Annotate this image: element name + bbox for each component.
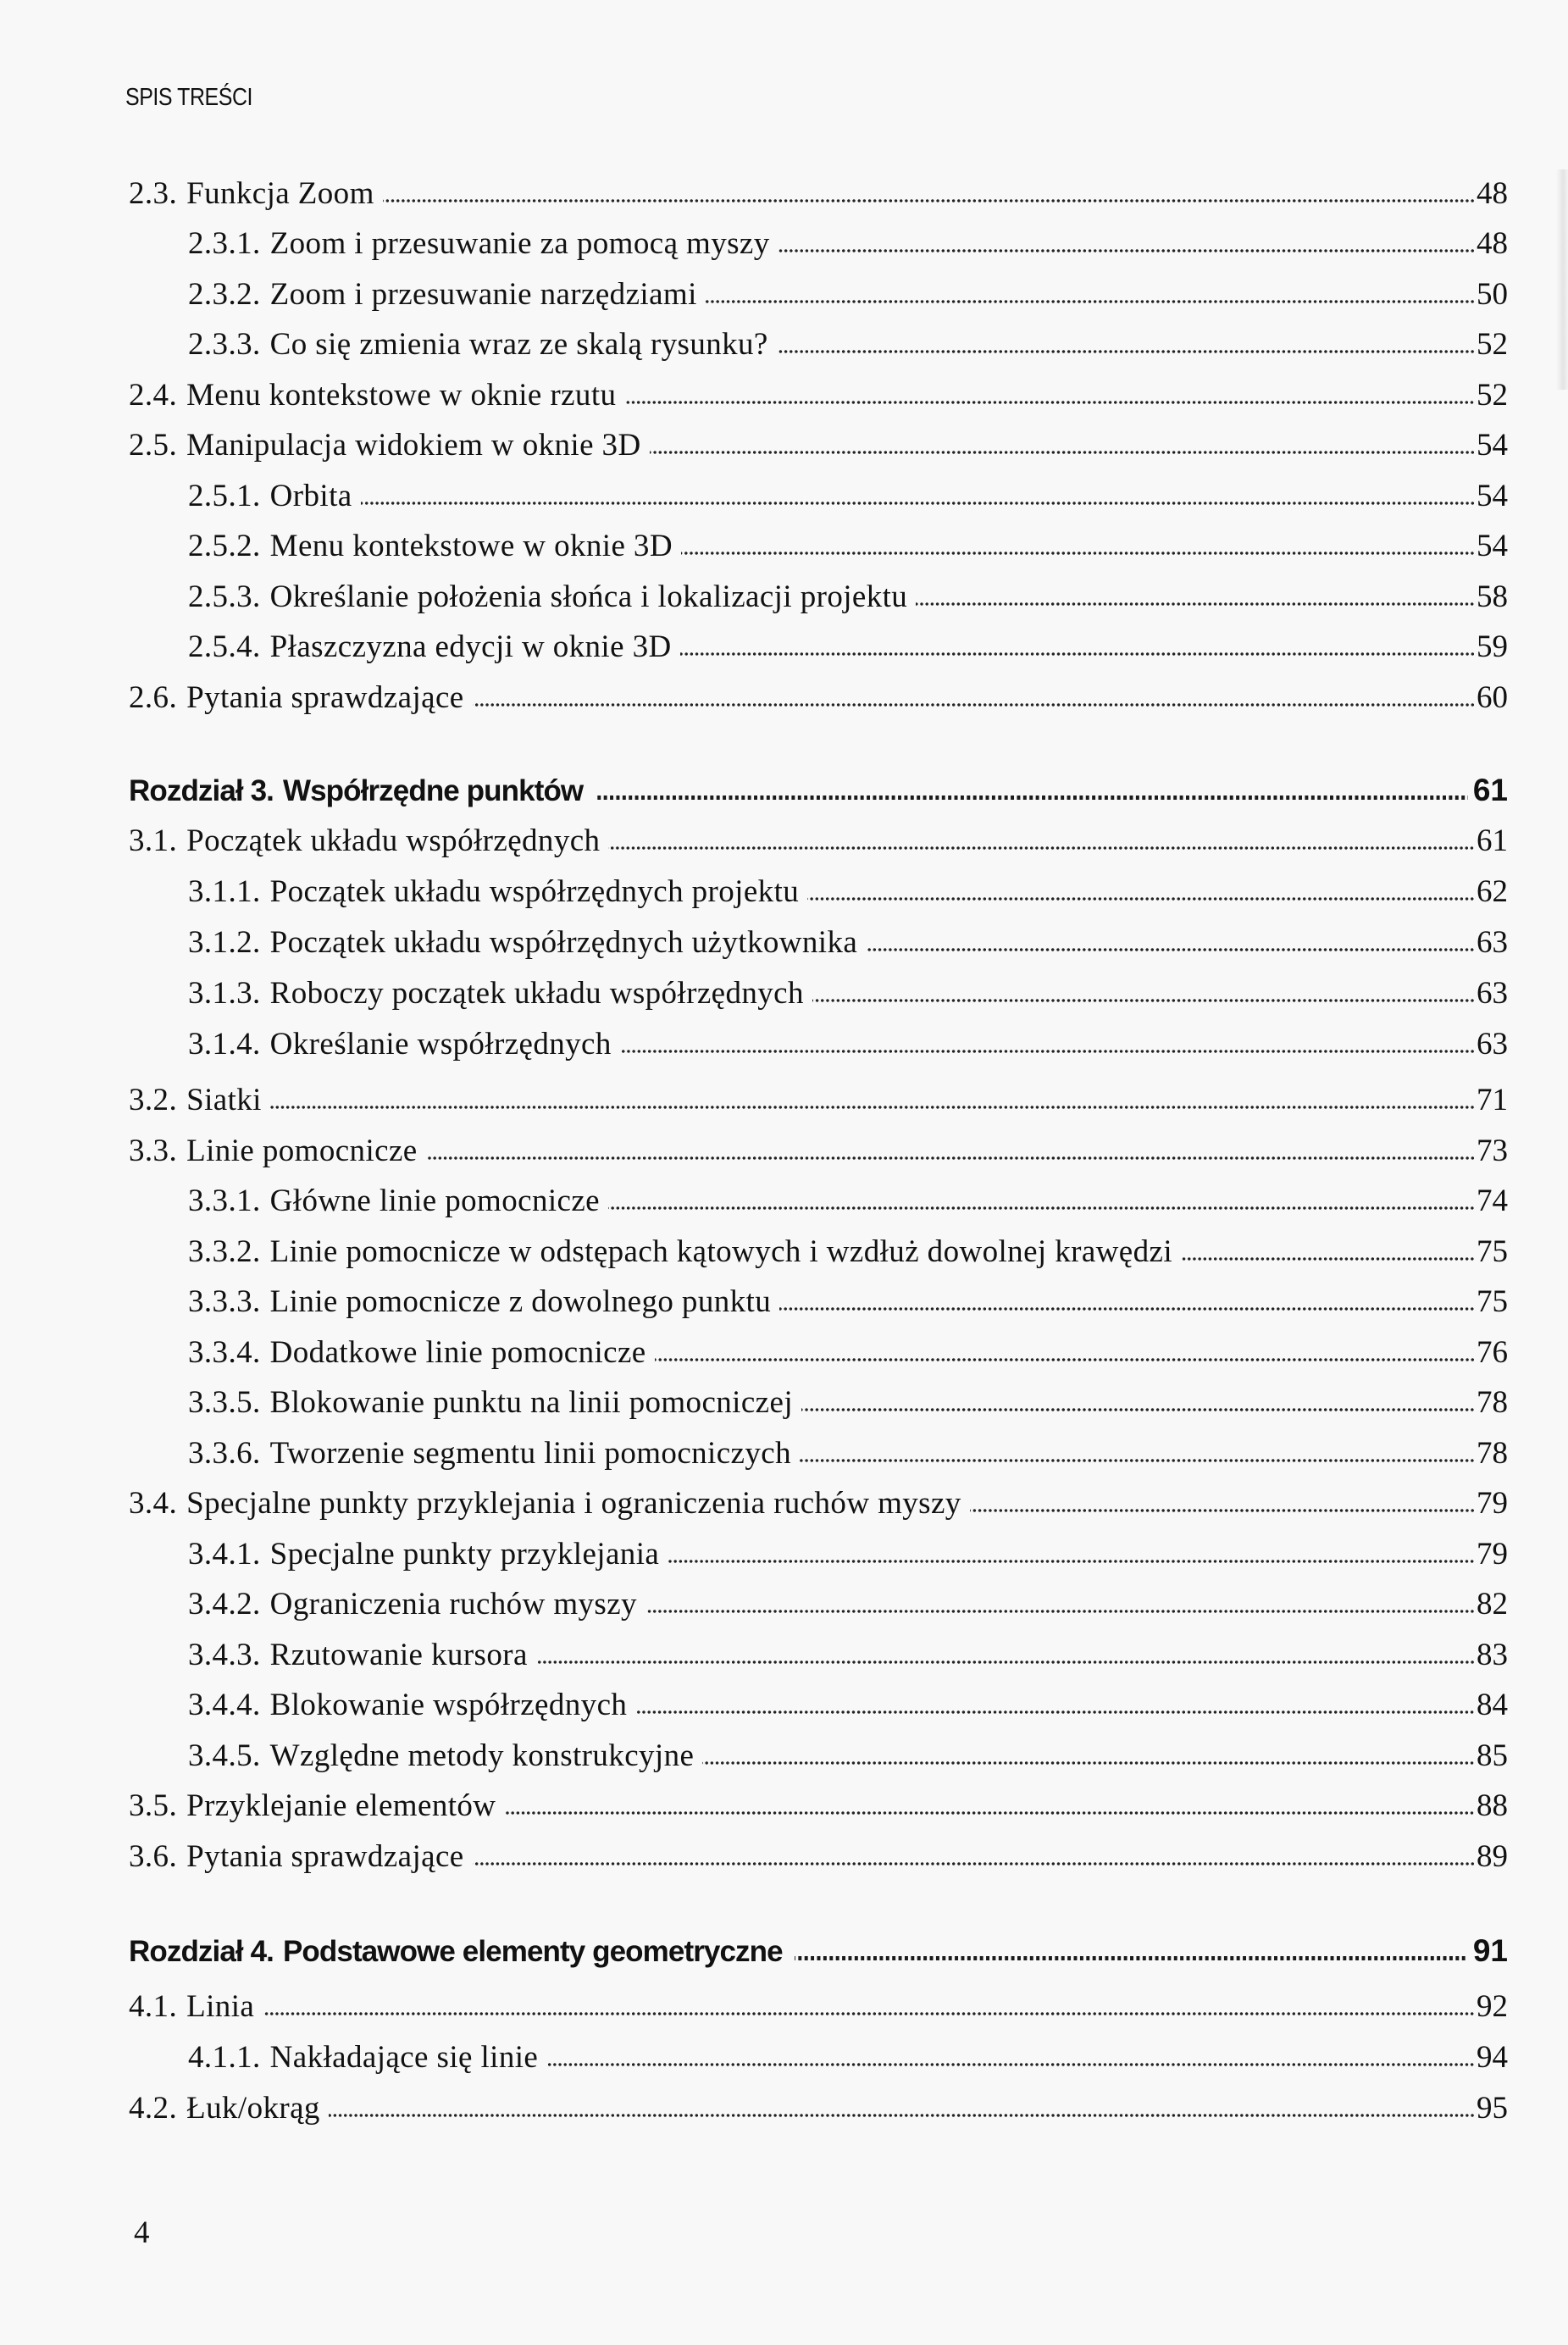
entry-title: Początek układu współrzędnych użytkownika xyxy=(269,925,858,960)
entry-number: 3.3.3. xyxy=(188,1284,261,1319)
entry-title: Linie pomocnicze z dowolnego punktu xyxy=(269,1284,772,1319)
entry-number: 3.3.2. xyxy=(188,1234,261,1269)
entry-title: Blokowanie punktu na linii pomocniczej xyxy=(269,1385,794,1420)
entry-page-number: 54 xyxy=(1477,479,1508,513)
entry-number: 4.1.1. xyxy=(188,2040,261,2075)
entry-title: Tworzenie segmentu linii pomocniczych xyxy=(269,1436,791,1471)
toc-entry[interactable] xyxy=(129,1131,1508,1172)
toc-chapter-heading[interactable] xyxy=(129,770,1508,811)
toc-entry[interactable] xyxy=(188,324,1508,365)
toc-entry[interactable] xyxy=(129,678,1508,718)
entry-title: Rzutowanie kursora xyxy=(269,1638,528,1672)
entry-page-number: 63 xyxy=(1477,976,1508,1011)
entry-page-number: 85 xyxy=(1477,1738,1508,1773)
entry-number: 3.4.1. xyxy=(188,1537,261,1572)
entry-page-number: 63 xyxy=(1477,925,1508,960)
entry-number: 2.6. xyxy=(129,680,178,715)
toc-entry[interactable] xyxy=(129,1483,1508,1524)
toc-entry[interactable] xyxy=(129,174,1508,214)
toc-entry[interactable] xyxy=(129,1786,1508,1827)
dot-leader xyxy=(383,199,1475,202)
entry-title: Początek układu współrzędnych projektu xyxy=(269,874,800,909)
entry-title: Określanie współrzędnych xyxy=(269,1027,612,1062)
dot-leader xyxy=(1181,1257,1475,1261)
entry-number: 3.3.5. xyxy=(188,1385,261,1420)
dot-leader xyxy=(812,999,1475,1002)
entry-page-number: 73 xyxy=(1477,1134,1508,1168)
entry-number: 3.1.1. xyxy=(188,874,261,909)
entry-number: 2.5.2. xyxy=(188,529,261,563)
entry-page-number: 83 xyxy=(1477,1638,1508,1672)
dot-leader xyxy=(706,300,1475,303)
entry-page-number: 52 xyxy=(1477,378,1508,413)
toc-entry[interactable] xyxy=(129,1080,1508,1121)
entry-page-number: 91 xyxy=(1472,1933,1508,1968)
entry-page-number: 58 xyxy=(1477,579,1508,614)
toc-chapter-heading[interactable] xyxy=(129,1931,1508,1971)
entry-title: Menu kontekstowe w oknie 3D xyxy=(269,529,673,563)
entry-page-number: 48 xyxy=(1477,226,1508,261)
entry-title: Łuk/okrąg xyxy=(186,2091,320,2126)
entry-page-number: 71 xyxy=(1477,1083,1508,1117)
entry-number: 3.4.2. xyxy=(188,1587,261,1622)
toc-entry[interactable] xyxy=(188,1024,1508,1065)
entry-number: Rozdział 3. xyxy=(129,774,274,807)
toc-entry[interactable] xyxy=(188,973,1508,1014)
dot-leader xyxy=(536,1660,1475,1664)
dot-leader xyxy=(702,1761,1475,1765)
dot-leader xyxy=(426,1156,1475,1160)
dot-leader xyxy=(608,846,1475,850)
toc-entry[interactable] xyxy=(188,526,1508,567)
entry-title: Blokowanie współrzędnych xyxy=(269,1688,628,1722)
entry-page-number: 94 xyxy=(1477,2040,1508,2075)
entry-title: Manipulacja widokiem w oknie 3D xyxy=(186,428,641,463)
entry-page-number: 62 xyxy=(1477,874,1508,909)
dot-leader xyxy=(668,1560,1475,1563)
entry-page-number: 54 xyxy=(1477,428,1508,463)
entry-number: 2.5. xyxy=(129,428,178,463)
page-number: 4 xyxy=(134,2215,150,2250)
entry-page-number: 78 xyxy=(1477,1385,1508,1420)
toc-entry[interactable] xyxy=(129,1837,1508,1877)
entry-title: Menu kontekstowe w oknie rzutu xyxy=(186,378,617,413)
entry-number: 2.3.3. xyxy=(188,327,261,362)
entry-number: 2.3.1. xyxy=(188,226,261,261)
entry-title: Zoom i przesuwanie narzędziami xyxy=(269,277,697,312)
entry-number: 3.4.5. xyxy=(188,1738,261,1773)
dot-leader xyxy=(473,703,1475,707)
toc-entry[interactable] xyxy=(188,1181,1508,1222)
entry-number: 4.2. xyxy=(129,2091,178,2126)
dot-leader xyxy=(546,2063,1475,2066)
entry-number: 3.6. xyxy=(129,1839,178,1874)
entry-page-number: 75 xyxy=(1477,1234,1508,1269)
entry-title: Zoom i przesuwanie za pomocą myszy xyxy=(269,226,770,261)
toc-entry[interactable] xyxy=(129,821,1508,862)
dot-leader xyxy=(608,1206,1475,1210)
entry-page-number: 79 xyxy=(1477,1537,1508,1572)
toc-entry[interactable] xyxy=(188,224,1508,264)
dot-leader xyxy=(777,350,1475,353)
entry-title: Linie pomocnicze w odstępach kątowych i wzdłuż dowolnej krawędzi xyxy=(269,1234,1173,1269)
entry-number: 3.1.4. xyxy=(188,1027,261,1062)
toc-entry[interactable] xyxy=(188,627,1508,668)
entry-title: Określanie położenia słońca i lokalizacji projektu xyxy=(269,579,908,614)
entry-page-number: 78 xyxy=(1477,1436,1508,1471)
entry-number: 3.4.4. xyxy=(188,1688,261,1722)
dot-leader xyxy=(916,602,1475,606)
dot-leader xyxy=(329,2114,1475,2117)
dot-leader xyxy=(800,1459,1475,1462)
entry-number: 2.5.4. xyxy=(188,629,261,664)
entry-page-number: 89 xyxy=(1477,1839,1508,1874)
entry-title: Specjalne punkty przyklejania i ograniczenia ruchów myszy xyxy=(186,1486,961,1521)
dot-leader xyxy=(595,796,1468,800)
dot-leader xyxy=(270,1106,1475,1109)
entry-title: Specjalne punkty przyklejania xyxy=(269,1537,660,1572)
toc-entry[interactable] xyxy=(129,425,1508,466)
toc-entry[interactable] xyxy=(188,1433,1508,1474)
entry-title: Pytania sprawdzające xyxy=(186,680,464,715)
entry-title: Siatki xyxy=(186,1083,262,1117)
entry-title: Linia xyxy=(186,1989,255,2024)
dot-leader xyxy=(473,1862,1475,1865)
entry-number: 3.3.1. xyxy=(188,1184,261,1218)
toc-entry[interactable] xyxy=(188,1333,1508,1373)
entry-number: 3.4.3. xyxy=(188,1638,261,1672)
toc-entry[interactable] xyxy=(188,274,1508,315)
dot-leader xyxy=(624,401,1475,404)
entry-title: Przyklejanie elementów xyxy=(186,1788,496,1823)
toc-entry[interactable] xyxy=(129,2088,1508,2129)
entry-title: Pytania sprawdzające xyxy=(186,1839,464,1874)
entry-title: Płaszczyzna edycji w oknie 3D xyxy=(269,629,672,664)
dot-leader xyxy=(645,1610,1475,1613)
entry-title: Roboczy początek układu współrzędnych xyxy=(269,976,804,1011)
entry-title: Dodatkowe linie pomocnicze xyxy=(269,1335,646,1370)
entry-number: 3.3. xyxy=(129,1134,178,1168)
entry-page-number: 54 xyxy=(1477,529,1508,563)
entry-page-number: 59 xyxy=(1477,629,1508,664)
toc-entry[interactable] xyxy=(188,1232,1508,1272)
dot-leader xyxy=(795,1956,1468,1960)
entry-number: 3.2. xyxy=(129,1083,178,1117)
toc-entry[interactable] xyxy=(129,375,1508,416)
scan-artifact xyxy=(1556,169,1568,390)
entry-number: 3.1.2. xyxy=(188,925,261,960)
entry-number: 3.3.4. xyxy=(188,1335,261,1370)
entry-page-number: 50 xyxy=(1477,277,1508,312)
entry-page-number: 61 xyxy=(1472,773,1508,807)
entry-title: Co się zmienia wraz ze skalą rysunku? xyxy=(269,327,768,362)
toc-entry[interactable] xyxy=(188,1534,1508,1575)
entry-number: 3.5. xyxy=(129,1788,178,1823)
entry-number: 3.3.6. xyxy=(188,1436,261,1471)
toc-entry[interactable] xyxy=(188,476,1508,517)
entry-page-number: 76 xyxy=(1477,1335,1508,1370)
entry-page-number: 74 xyxy=(1477,1184,1508,1218)
entry-title: Podstawowe elementy geometryczne xyxy=(282,1935,783,1968)
dot-leader xyxy=(620,1050,1475,1053)
entry-page-number: 92 xyxy=(1477,1989,1508,2024)
toc-entry[interactable] xyxy=(188,923,1508,963)
dot-leader xyxy=(504,1811,1475,1815)
entry-page-number: 75 xyxy=(1477,1284,1508,1319)
dot-leader xyxy=(801,1408,1475,1411)
toc-entry[interactable] xyxy=(188,1282,1508,1322)
entry-number: 2.3. xyxy=(129,176,178,211)
dot-leader xyxy=(970,1509,1475,1512)
dot-leader xyxy=(263,2012,1475,2015)
dot-leader xyxy=(681,552,1475,555)
entry-page-number: 82 xyxy=(1477,1587,1508,1622)
entry-title: Funkcja Zoom xyxy=(186,176,374,211)
toc-entry[interactable] xyxy=(129,1987,1508,2027)
entry-title: Początek układu współrzędnych xyxy=(186,823,601,858)
dot-leader xyxy=(866,948,1475,951)
entry-number: 3.1.3. xyxy=(188,976,261,1011)
dot-leader xyxy=(650,451,1475,454)
dot-leader xyxy=(779,1307,1475,1311)
entry-number: Rozdział 4. xyxy=(129,1935,274,1968)
dot-leader xyxy=(807,897,1475,901)
entry-number: 2.5.1. xyxy=(188,479,261,513)
toc-entry[interactable] xyxy=(188,1736,1508,1777)
toc-entry[interactable] xyxy=(188,1584,1508,1625)
entry-page-number: 48 xyxy=(1477,176,1508,211)
entry-page-number: 79 xyxy=(1477,1486,1508,1521)
entry-title: Względne metody konstrukcyjne xyxy=(269,1738,695,1773)
entry-title: Orbita xyxy=(269,479,352,513)
entry-page-number: 88 xyxy=(1477,1788,1508,1823)
entry-page-number: 52 xyxy=(1477,327,1508,362)
entry-title: Nakładające się linie xyxy=(269,2040,539,2075)
dot-leader xyxy=(778,249,1475,252)
toc-entry[interactable] xyxy=(188,1383,1508,1423)
running-head: SPIS TREŚCI xyxy=(125,84,253,111)
entry-page-number: 84 xyxy=(1477,1688,1508,1722)
entry-title: Współrzędne punktów xyxy=(282,774,584,807)
entry-title: Ograniczenia ruchów myszy xyxy=(269,1587,637,1622)
toc-entry[interactable] xyxy=(188,872,1508,912)
entry-number: 4.1. xyxy=(129,1989,178,2024)
entry-number: 3.4. xyxy=(129,1486,178,1521)
toc-entry[interactable] xyxy=(188,1685,1508,1726)
dot-leader xyxy=(655,1358,1475,1361)
dot-leader xyxy=(680,652,1475,656)
entry-page-number: 63 xyxy=(1477,1027,1508,1062)
dot-leader xyxy=(635,1710,1475,1714)
entry-number: 2.3.2. xyxy=(188,277,261,312)
entry-number: 2.4. xyxy=(129,378,178,413)
entry-title: Główne linie pomocnicze xyxy=(269,1184,601,1218)
toc-entry[interactable] xyxy=(188,577,1508,618)
dot-leader xyxy=(361,502,1475,505)
toc-entry[interactable] xyxy=(188,1635,1508,1676)
entry-number: 3.1. xyxy=(129,823,178,858)
entry-page-number: 95 xyxy=(1477,2091,1508,2126)
entry-number: 2.5.3. xyxy=(188,579,261,614)
entry-page-number: 61 xyxy=(1477,823,1508,858)
toc-entry[interactable] xyxy=(188,2037,1508,2078)
entry-title: Linie pomocnicze xyxy=(186,1134,418,1168)
entry-page-number: 60 xyxy=(1477,680,1508,715)
